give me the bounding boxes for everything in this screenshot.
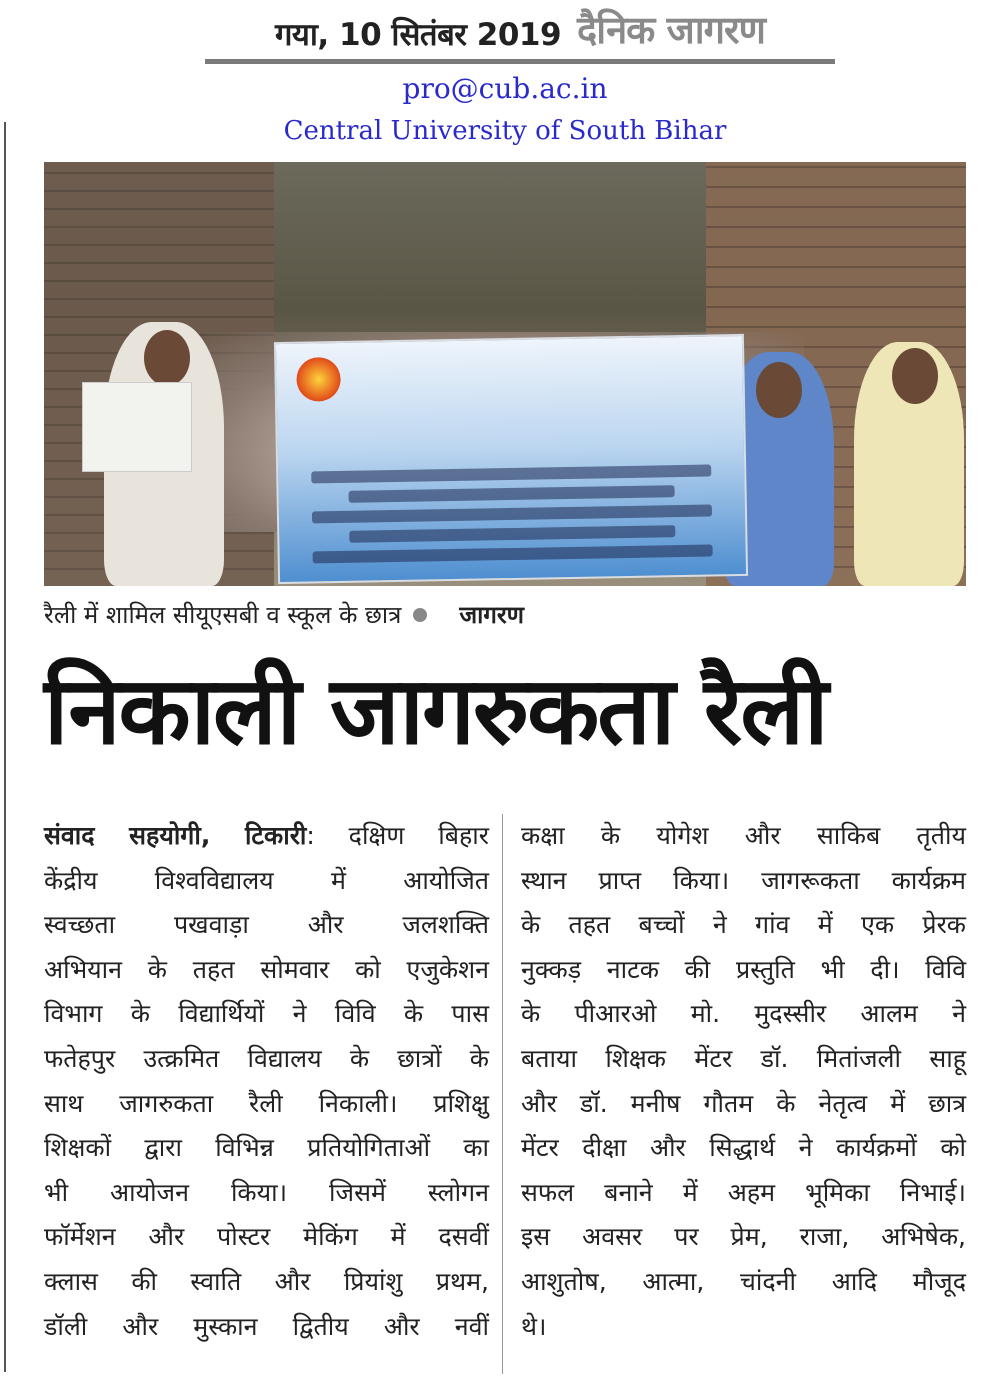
photo-head (756, 362, 802, 418)
article-line: अभियान के तहत सोमवार को एजुकेशन (44, 954, 489, 984)
issue-date: गया, 10 सितंबर 2019 (274, 17, 562, 53)
photo-head (892, 348, 938, 404)
article-line: इस अवसर पर प्रेम, राजा, अभिषेक, (521, 1222, 966, 1252)
masthead (205, 6, 835, 64)
university-name: Central University of South Bihar (283, 116, 727, 146)
article-column-left (44, 814, 489, 1349)
article-line: आशुतोष, आत्मा, चांदनी आदि मौजूद (521, 1266, 966, 1296)
article-line: सफल बनाने में अहम भूमिका निभाई। (521, 1177, 966, 1207)
photo-caption (44, 598, 524, 631)
article-line: शिक्षकों द्वारा विभिन्न प्रतियोगिताओं का (44, 1133, 489, 1163)
photo-head (144, 330, 190, 386)
photo-newspaper-sheet (82, 382, 192, 472)
banner-text-line (349, 525, 675, 543)
article-line: क्लास की स्वाति और प्रियांशु प्रथम, (44, 1266, 489, 1296)
left-column-rule (4, 122, 6, 1372)
article-line: बताया शिक्षक मेंटर डॉ. मितांजली साहू (521, 1043, 966, 1073)
article-line: स्वच्छता पखवाड़ा और जलशक्ति (44, 910, 489, 940)
article-line: स्थान प्राप्त किया। जागरूकता कार्यक्रम (521, 865, 966, 895)
article-line: और डॉ. मनीष गौतम के नेतृत्व में छात्र (521, 1088, 966, 1118)
article-line: भी आयोजन किया। जिसमें स्लोगन (44, 1177, 489, 1207)
headline: निकाली जागरुकता रैली (44, 657, 827, 766)
photo-banner (274, 334, 748, 584)
banner-logo-icon (296, 357, 341, 402)
newspaper-name: दैनिक जागरण (577, 8, 766, 52)
contact-email: pro@cub.ac.in (402, 72, 608, 105)
column-divider (502, 814, 503, 1374)
article-line: मेंटर दीक्षा और सिद्धार्थ ने कार्यक्रमों को (521, 1133, 966, 1163)
article-column-right (521, 814, 966, 1349)
article-line (44, 814, 489, 859)
banner-text-line (312, 544, 713, 563)
article-line: के पीआरओ मो. मुदस्सीर आलम ने (521, 999, 966, 1029)
article-line: डॉली और मुस्कान द्वितीय और नवीं (44, 1311, 489, 1341)
banner-text-line (348, 485, 674, 503)
article-line-text: दक्षिण बिहार (348, 821, 489, 850)
article-line: थे। (521, 1311, 547, 1341)
article-line: साथ जागरुकता रैली निकाली। प्रशिक्षु (44, 1088, 489, 1118)
article-line: फतेहपुर उत्क्रमित विद्यालय के छात्रों के (44, 1043, 489, 1073)
byline-separator: : (306, 821, 349, 850)
article-line: फॉर्मेशन और पोस्टर मेकिंग में दसवीं (44, 1222, 489, 1252)
bullet-dot-icon (413, 608, 427, 622)
article-line: के तहत बच्चों ने गांव में एक प्रेरक (521, 910, 966, 940)
banner-text-line (311, 465, 712, 484)
photo-credit: जागरण (459, 601, 525, 629)
article-line: कक्षा के योगेश और साकिब तृतीय (521, 821, 966, 850)
rally-photo (44, 162, 966, 586)
article-line: नुक्कड़ नाटक की प्रस्तुति भी दी। विवि (521, 954, 966, 984)
article-line: केंद्रीय विश्वविद्यालय में आयोजित (44, 865, 489, 895)
article-byline: संवाद सहयोगी, टिकारी (44, 821, 307, 850)
article-line: विभाग के विद्यार्थियों ने विवि के पास (44, 999, 489, 1029)
banner-text-line (312, 504, 713, 523)
caption-text: रैली में शामिल सीयूएसबी व स्कूल के छात्र (44, 601, 402, 629)
